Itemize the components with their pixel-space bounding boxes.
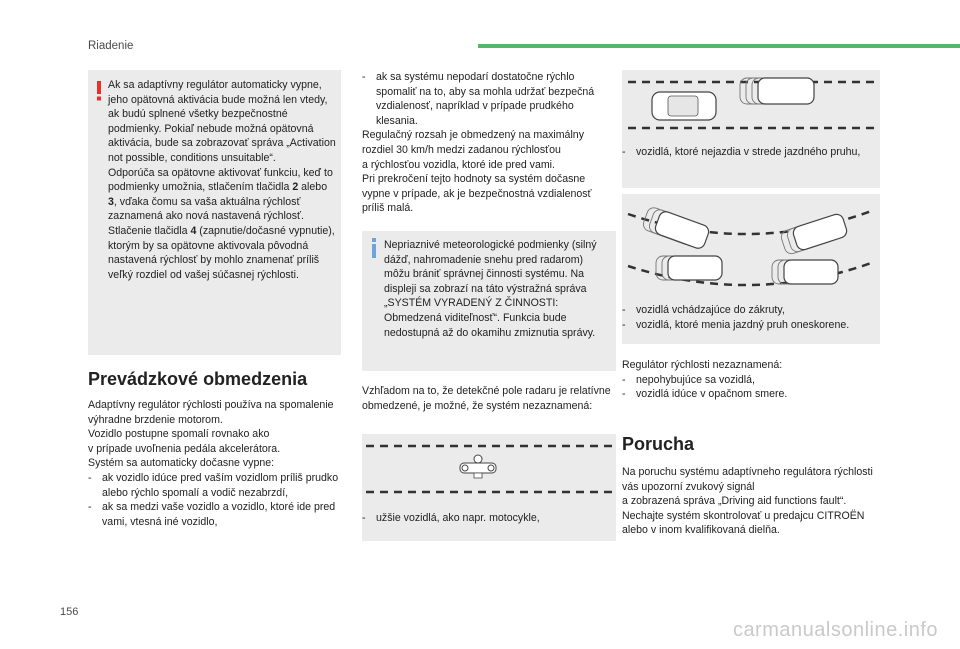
car-icon: [652, 92, 716, 120]
motorcycle-icon: [460, 455, 496, 478]
list-item: - vozidlá, ktoré menia jazdný pruh oneskorene.: [622, 318, 878, 333]
col2-top-text: [362, 70, 616, 216]
list-item: - nepohybujúce sa vozidlá,: [622, 373, 878, 388]
not-detected-text: [622, 358, 878, 402]
operating-limits-heading: Prevádzkové obmedzenia: [88, 369, 308, 389]
col3-item-1: - vozidlá, ktoré nejazdia v strede jazdného pruhu,: [622, 145, 878, 160]
car-icon: [780, 213, 849, 256]
lane-offset-illustration: [622, 70, 880, 140]
list-item: - ak sa systému nepodarí dostatočne rýchlo spomaliť na to, aby sa mohla udržať bezpečná vzdialenosť, napríklad v prípade prudkého klesania.: [362, 70, 616, 128]
col3-items-2-3: [622, 303, 878, 332]
list-item: - vozidlá vchádzajúce do zákruty,: [622, 303, 878, 318]
warning-paragraph-1: Ak sa adaptívny regulátor automaticky vypne, jeho opätovná aktivácia bude možná len vtedy, ak budú splnené všetky bezpečnostné podmienky. Pokiaľ nebude možná opätovná aktivácia, bude sa zobrazovať správa „Activation not possible, conditions unsuitable“.: [108, 79, 336, 164]
curve-illustration: [622, 194, 880, 298]
fault-paragraph-1: Na poruchu systému adaptívneho regulátora rýchlosti vás upozorní zvukový signál a zobrazená správa „Driving aid functions fault“.: [622, 466, 873, 508]
operating-limits-intro: Adaptívny regulátor rýchlosti používa na spomalenie výhradne brzdenie motorom. Vozidlo postupne spomalí rovnako ako v prípade uvoľnenia pedála akcelerátora. Systém sa automaticky dočasne vypne:: [88, 399, 334, 470]
list-item: - ak vozidlo idúce pred vaším vozidlom príliš prudko alebo rýchlo spomalí a vodič nezabrzdí,: [88, 471, 340, 500]
info-icon: [369, 238, 379, 258]
list-item: - ak sa medzi vaše vozidlo a vozidlo, ktoré ide pred vami, vtesná iné vozidlo,: [88, 500, 340, 529]
detection-intro: Vzhľadom na to, že detekčné pole radaru je relatívne obmedzené, je možné, že systém nezaznamená:: [362, 385, 611, 412]
warning-paragraph-2: Odporúča sa opätovne aktivovať funkciu, keď to podmienky umožnia, stlačením tlačidla 2 alebo 3, vďaka čomu sa vaša aktuálna rýchlosť zaznamená ako nová nastavená rýchlosť. Stlačenie tlačidla 4 (zapnutie/dočasné vypnutie), ktorým by sa opätovne aktivovala pôvodná nastavená rýchlosť by mohlo znamenať príliš veľký rozdiel od vašej súčasnej rýchlosti.: [108, 166, 335, 281]
car-icon: [641, 206, 710, 250]
list-item: - vozidlá idúce v opačnom smere.: [622, 387, 878, 402]
operating-limits-text: [88, 398, 340, 529]
car-icon: [772, 260, 838, 284]
watermark: carmanualsonline.info: [732, 619, 938, 641]
fault-text: [622, 465, 878, 538]
not-detected-title: Regulátor rýchlosti nezaznamená:: [622, 359, 783, 371]
warning-text: [108, 78, 338, 282]
info-text: Nepriaznivé meteorologické podmienky (silný dážď, nahromadenie snehu pred radarom) môžu brániť správnej činnosti systému. Na displeji sa zobrazí na táto výstražná správa „SYSTÉM VYRADENÝ Z ČINNOSTI: Obmedzená viditeľnosť“. Funkcia bude nedostupná až do okamihu zmiznutia správy.: [384, 239, 597, 339]
section-title: Riadenie: [88, 40, 134, 52]
car-icon: [656, 256, 722, 280]
regulation-range-paragraph: Regulačný rozsah je obmedzený na maximálny rozdiel 30 km/h medzi zadanou rýchlosťou a rýchlosťou vozidla, ktoré ide pred vami. Pri prekročení tejto hodnoty sa systém dočasne vypne v prípade, ak je bezpečnostná vzdialenosť príliš malá.: [362, 129, 592, 215]
warning-exclamation-icon: [94, 81, 104, 101]
fault-heading: Porucha: [622, 434, 695, 454]
offset-car-icon: [740, 78, 814, 104]
page-number: 156: [60, 606, 79, 618]
motorcycle-lane-illustration: [362, 434, 616, 504]
grey-box-caption: - užšie vozidlá, ako napr. motocykle,: [362, 511, 614, 526]
fault-paragraph-2: Nechajte systém skontrolovať u predajcu CITROËN alebo v inom kvalifikovaná dielňa.: [622, 509, 865, 537]
header-accent-bar: [478, 44, 960, 48]
